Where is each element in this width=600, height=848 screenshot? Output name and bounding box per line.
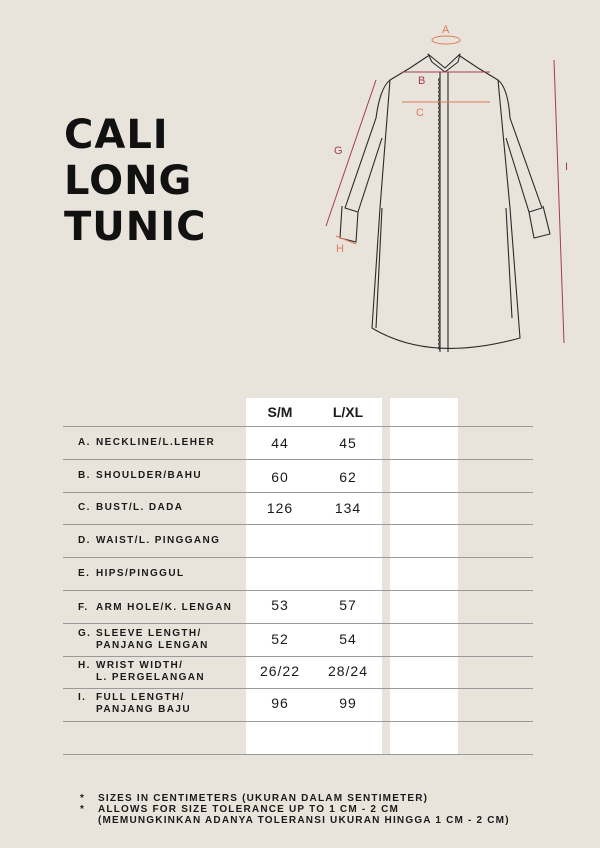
tunic-sketch [310, 18, 600, 363]
table-row: F. ARM HOLE/K. LENGAN 53 57 [63, 590, 533, 624]
measure-a [432, 24, 460, 44]
svg-text:G: G [334, 145, 343, 157]
value-lxl: 54 [339, 631, 357, 647]
table-row: E. HIPS/PINGGUL [63, 557, 533, 591]
header-sm: S/M [267, 404, 293, 420]
value-lxl: 28/24 [327, 663, 369, 679]
table-row: D. WAIST/L. PINGGANG [63, 524, 533, 558]
value-sm: 53 [271, 597, 289, 613]
svg-text:B: B [418, 75, 426, 87]
svg-text:A: A [442, 24, 450, 36]
measure-h [336, 236, 356, 255]
value-sm: 126 [266, 500, 294, 516]
title-line-1: CALI [64, 112, 169, 158]
value-sm: 52 [271, 631, 289, 647]
table-row: A. NECKLINE/L.LEHER 44 45 [63, 426, 533, 460]
value-sm: 60 [271, 469, 289, 485]
value-sm: 44 [271, 435, 289, 451]
title-line-3: TUNIC [64, 204, 207, 250]
svg-text:I: I [565, 161, 569, 173]
footnote: * ALLOWS FOR SIZE TOLERANCE UP TO 1 CM - 2 CM [80, 804, 400, 815]
table-row: H. WRIST WIDTH/ L. PERGELANGAN 26/22 28/24 [63, 656, 533, 689]
value-lxl: 45 [339, 435, 357, 451]
measure-g [326, 80, 376, 226]
table-row: I. FULL LENGTH/ PANJANG BAJU 96 99 [63, 688, 533, 722]
value-sm: 96 [271, 695, 289, 711]
value-lxl: 57 [339, 597, 357, 613]
header-lxl: L/XL [332, 404, 364, 420]
product-title [64, 112, 206, 250]
footnote-continuation: (MEMUNGKINKAN ADANYA TOLERANSI UKURAN HINGGA 1 CM - 2 CM) [98, 815, 510, 826]
value-lxl: 134 [334, 500, 362, 516]
table-row: B. SHOULDER/BAHU 60 62 [63, 459, 533, 493]
value-sm: 26/22 [259, 663, 301, 679]
value-lxl: 62 [339, 469, 357, 485]
title-line-2: LONG [64, 158, 193, 204]
footnotes [80, 793, 510, 826]
svg-text:C: C [416, 107, 424, 119]
value-lxl: 99 [339, 695, 357, 711]
footnote: * SIZES IN CENTIMETERS (UKURAN DALAM SENTIMETER) [80, 793, 429, 804]
measure-i [554, 60, 568, 343]
table-row-empty [63, 721, 533, 755]
table-row: G. SLEEVE LENGTH/ PANJANG LENGAN 52 54 [63, 623, 533, 657]
table-header-row [63, 398, 533, 427]
table-row: C. BUST/L. DADA 126 134 [63, 492, 533, 525]
svg-text:H: H [336, 243, 344, 255]
measure-b [402, 72, 490, 87]
measure-c [402, 102, 490, 119]
tunic-illustration [310, 18, 600, 363]
